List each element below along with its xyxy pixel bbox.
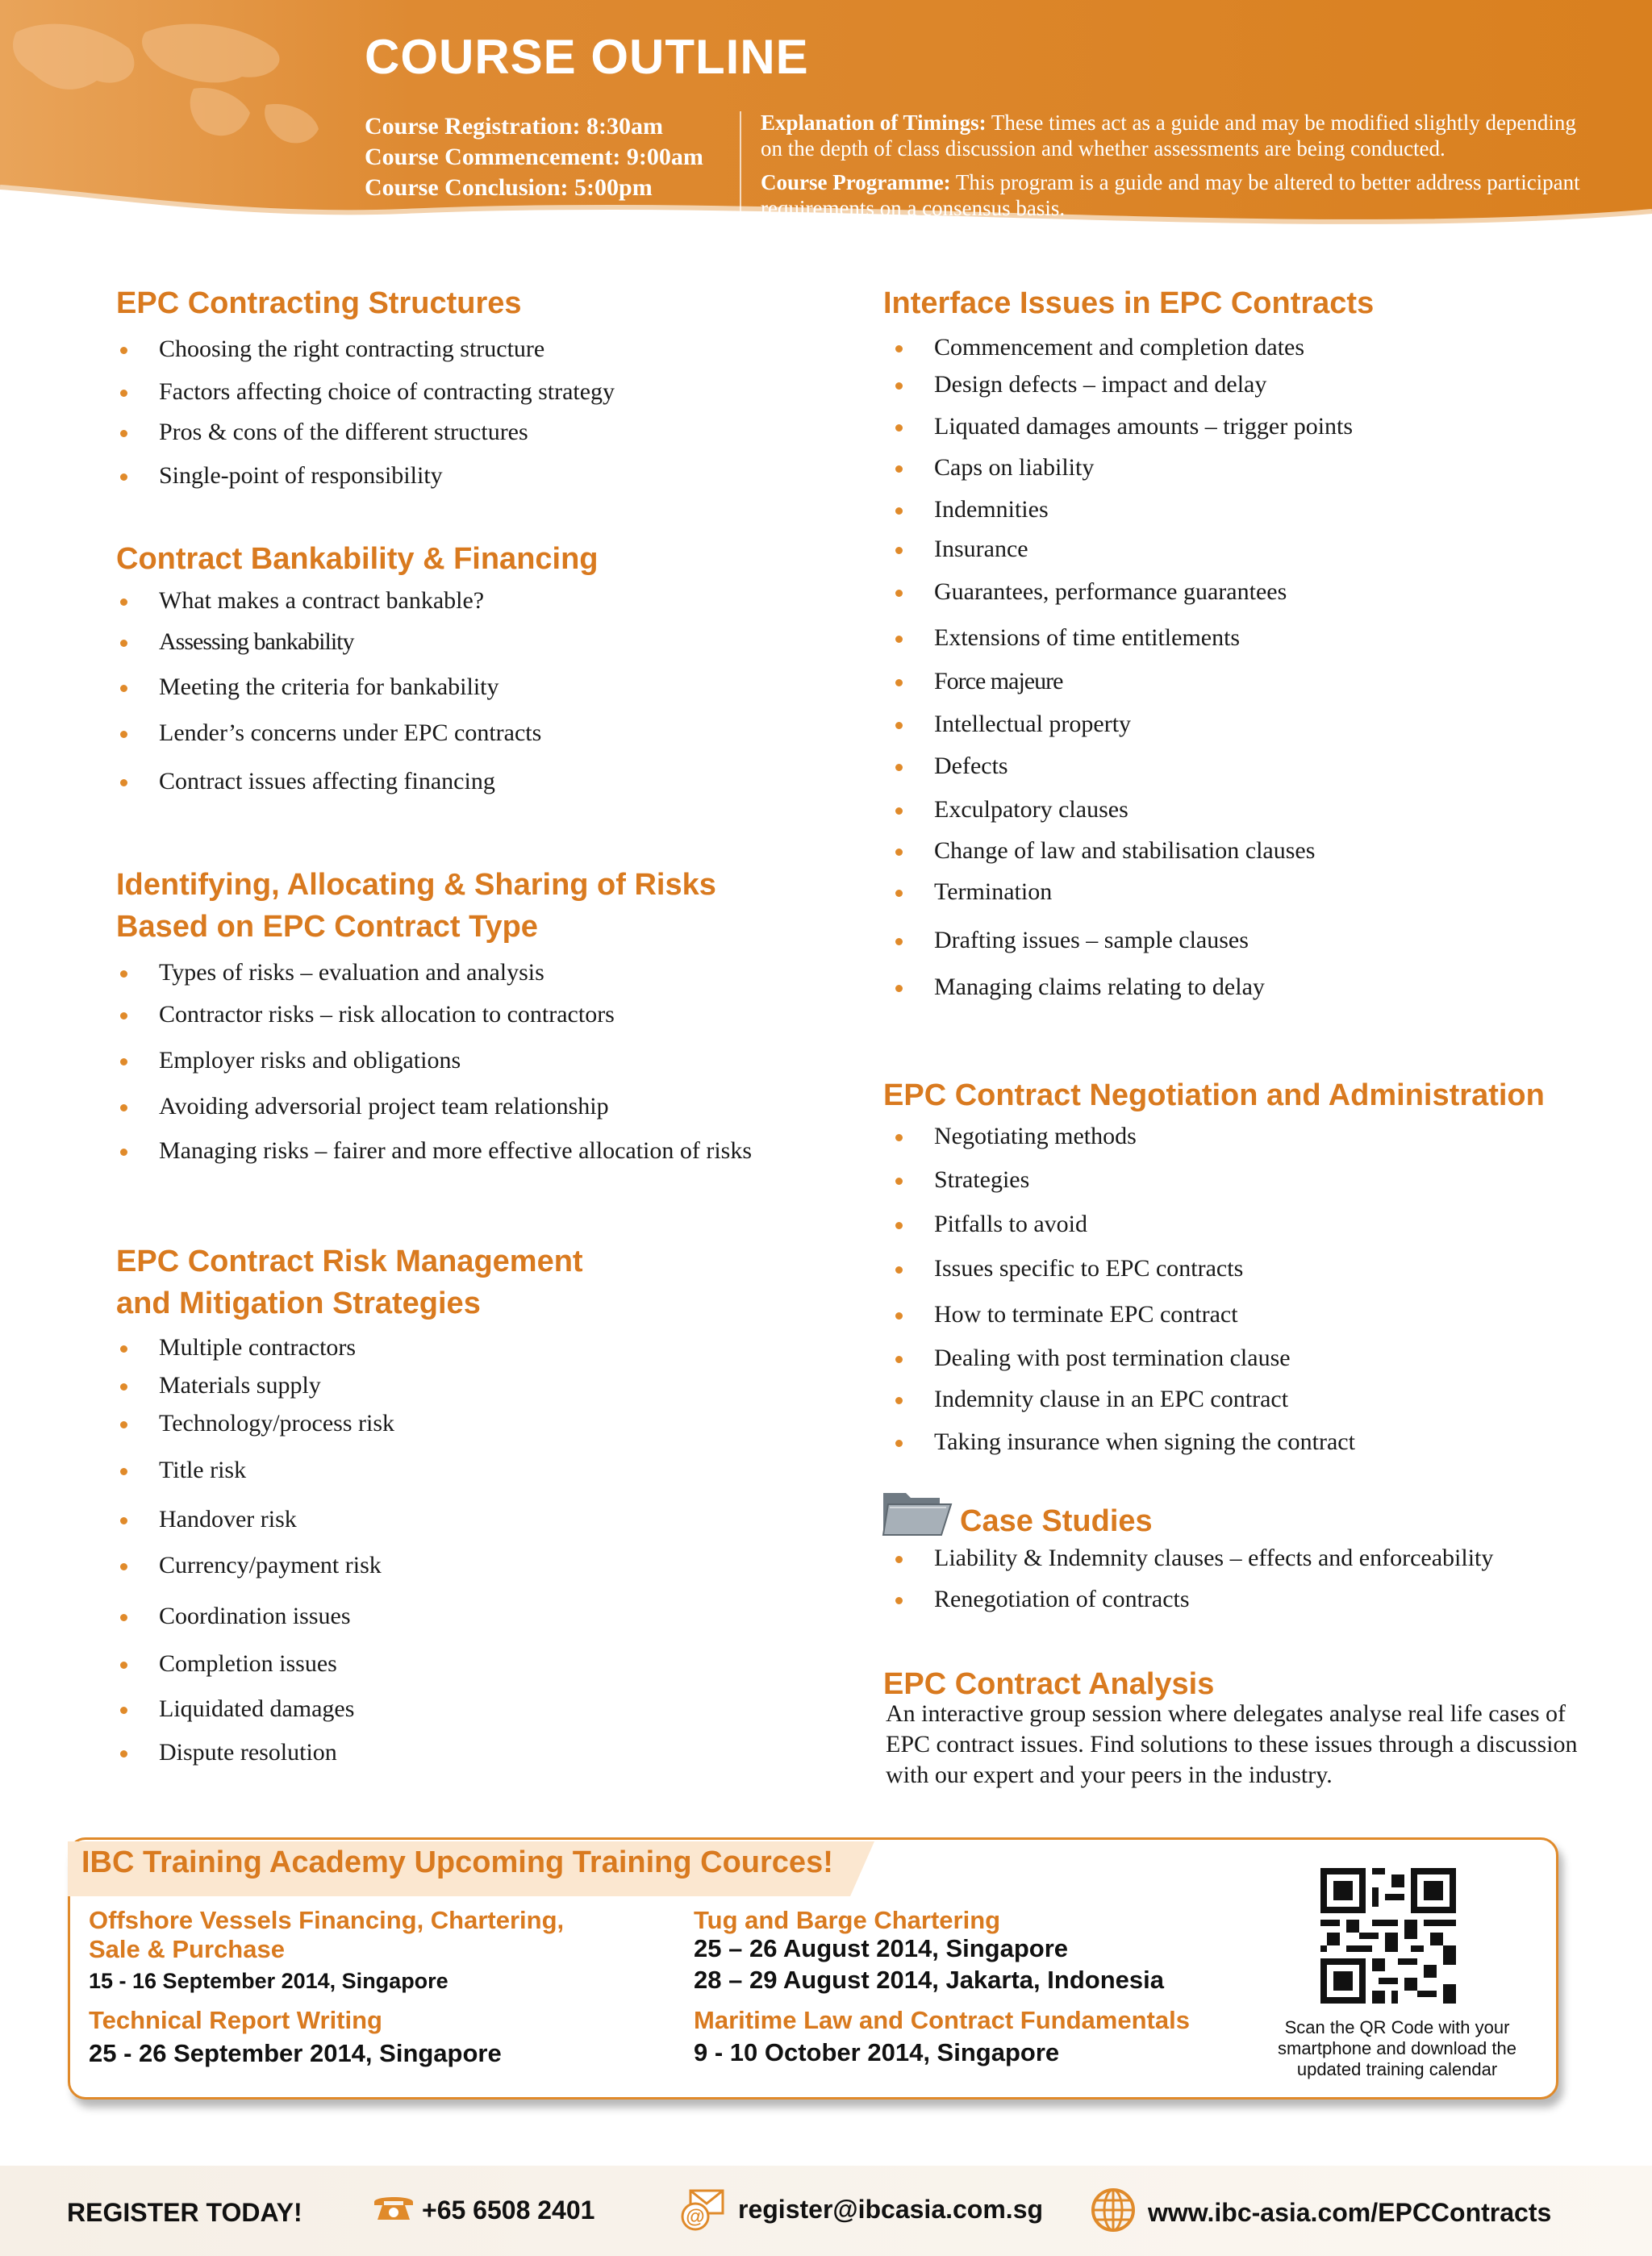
- conclusion-time: Course Conclusion: 5:00pm: [365, 174, 653, 201]
- section-title-risks-line1: Identifying, Allocating & Sharing of Risks: [116, 868, 716, 902]
- list-item: Title risk: [159, 1457, 247, 1483]
- list-item: Liquidated damages: [159, 1695, 355, 1722]
- header-banner: [0, 0, 1652, 242]
- svg-text:@: @: [686, 2206, 705, 2228]
- list-item: Defects: [934, 753, 1008, 779]
- list-item: Contract issues affecting financing: [159, 768, 495, 794]
- list-item: Exculpatory clauses: [934, 796, 1128, 823]
- explanation-text: These times act as a guide and may be modified slightly depending on the depth of class discussion and whether assessments are being conducted.: [761, 111, 1576, 161]
- list-item: Commencement and completion dates: [934, 334, 1305, 361]
- list-item: Materials supply: [159, 1372, 321, 1399]
- upcoming-courses-title: IBC Training Academy Upcoming Training Cources!: [81, 1845, 833, 1879]
- course-date: 25 - 26 September 2014, Singapore: [89, 2039, 502, 2067]
- list-item: Multiple contractors: [159, 1334, 357, 1361]
- list-item: Lender’s concerns under EPC contracts: [159, 719, 542, 746]
- list-item: Choosing the right contracting structure: [159, 336, 545, 362]
- list-item: Termination: [934, 878, 1053, 905]
- list-item: Currency/payment risk: [159, 1552, 382, 1578]
- qr-caption: Scan the QR Code with your smartphone and download the updated training calendar: [1278, 2017, 1516, 2079]
- list-item: Coordination issues: [159, 1603, 351, 1629]
- section-title-case-studies: Case Studies: [960, 1504, 1153, 1538]
- list-item: Pros & cons of the different structures: [159, 419, 528, 445]
- list-item: Employer risks and obligations: [159, 1047, 461, 1074]
- folder-icon: [882, 1487, 953, 1537]
- section-title-bankability: Contract Bankability & Financing: [116, 542, 599, 576]
- explanation-note: [761, 110, 1592, 161]
- list-item: Indemnity clause in an EPC contract: [934, 1386, 1289, 1412]
- section-title-contracting-structures: EPC Contracting Structures: [116, 286, 522, 320]
- header-divider: [740, 111, 741, 224]
- page-title: COURSE OUTLINE: [365, 30, 809, 84]
- course-date: 15 - 16 September 2014, Singapore: [89, 1969, 448, 1993]
- timing-notes: [761, 110, 1592, 229]
- list-item: Meeting the criteria for bankability: [159, 673, 499, 700]
- list-item: Strategies: [934, 1166, 1030, 1193]
- course-title-tug-and-barge[interactable]: Tug and Barge Chartering: [694, 1906, 1001, 1934]
- section-title-risks-line2: Based on EPC Contract Type: [116, 910, 538, 944]
- course-title-offshore-vessels-line2[interactable]: Sale & Purchase: [89, 1935, 285, 1963]
- registration-time: Course Registration: 8:30am: [365, 113, 663, 140]
- list-item: Managing risks – fairer and more effective allocation of risks: [159, 1137, 753, 1164]
- list-item: Factors affecting choice of contracting strategy: [159, 378, 615, 405]
- section-title-risk-management-line2: and Mitigation Strategies: [116, 1286, 481, 1320]
- list-item: Contractor risks – risk allocation to contractors: [159, 1001, 615, 1028]
- email-address[interactable]: register@ibcasia.com.sg: [738, 2195, 1044, 2224]
- course-title-maritime-law[interactable]: Maritime Law and Contract Fundamentals: [694, 2006, 1190, 2034]
- list-item: Caps on liability: [934, 454, 1095, 481]
- list-item: Dispute resolution: [159, 1739, 337, 1766]
- list-item: Handover risk: [159, 1506, 297, 1532]
- list-item: Pitfalls to avoid: [934, 1211, 1087, 1237]
- list-item: How to terminate EPC contract: [934, 1301, 1238, 1328]
- course-timings: [365, 111, 703, 203]
- course-date: 25 – 26 August 2014, Singapore: [694, 1934, 1069, 1962]
- list-item: Renegotiation of contracts: [934, 1586, 1190, 1612]
- qr-code[interactable]: [1320, 1868, 1456, 2004]
- list-item: Design defects – impact and delay: [934, 371, 1267, 398]
- list-item: Single-point of responsibility: [159, 462, 443, 489]
- list-item: Managing claims relating to delay: [934, 974, 1265, 1000]
- list-item: Liability & Indemnity clauses – effects and enforceability: [934, 1545, 1494, 1571]
- programme-label: Course Programme:: [761, 170, 951, 194]
- course-date: 28 – 29 August 2014, Jakarta, Indonesia: [694, 1966, 1164, 1994]
- list-item: Drafting issues – sample clauses: [934, 927, 1249, 953]
- list-item: Completion issues: [159, 1650, 337, 1677]
- contract-analysis-text: An interactive group session where delegates analyse real life cases of EPC contract issues. Find solutions to these issues through a discussion with our expert and your peers in the industry.: [886, 1700, 1578, 1788]
- programme-text: This program is a guide and may be altered to better address participant requirements on a consensus basis.: [761, 170, 1580, 220]
- list-item: Liquated damages amounts – trigger points: [934, 413, 1354, 440]
- course-date: 9 - 10 October 2014, Singapore: [694, 2038, 1060, 2066]
- list-item: Force majeure: [934, 668, 1063, 694]
- list-item: Issues specific to EPC contracts: [934, 1255, 1244, 1282]
- list-item: Avoiding adversorial project team relationship: [159, 1093, 609, 1120]
- explanation-label: Explanation of Timings:: [761, 111, 987, 135]
- list-item: Insurance: [934, 536, 1028, 562]
- list-item: Types of risks – evaluation and analysis: [159, 959, 544, 986]
- section-title-interface-issues: Interface Issues in EPC Contracts: [883, 286, 1375, 320]
- commencement-time: Course Commencement: 9:00am: [365, 144, 703, 170]
- section-title-negotiation: EPC Contract Negotiation and Administration: [883, 1078, 1545, 1112]
- website-link[interactable]: www.ibc-asia.com/EPCContracts: [1148, 2198, 1552, 2227]
- list-item: What makes a contract bankable?: [159, 587, 485, 614]
- phone-number[interactable]: +65 6508 2401: [422, 2196, 595, 2225]
- list-item: Negotiating methods: [934, 1123, 1137, 1149]
- section-title-risk-management-line1: EPC Contract Risk Management: [116, 1245, 583, 1278]
- register-today: REGISTER TODAY!: [67, 2198, 302, 2227]
- list-item: Assessing bankability: [159, 628, 354, 655]
- phone-icon: [371, 2192, 416, 2223]
- programme-note: [761, 169, 1592, 221]
- list-item: Guarantees, performance guarantees: [934, 578, 1287, 605]
- list-item: Taking insurance when signing the contract: [934, 1428, 1355, 1455]
- list-item: Dealing with post termination clause: [934, 1345, 1291, 1371]
- list-item: Extensions of time entitlements: [934, 624, 1241, 651]
- list-item: Change of law and stabilisation clauses: [934, 837, 1316, 864]
- email-icon: [679, 2186, 726, 2233]
- list-item: Technology/process risk: [159, 1410, 395, 1437]
- section-title-contract-analysis: EPC Contract Analysis: [883, 1667, 1215, 1701]
- course-title-offshore-vessels-line1[interactable]: Offshore Vessels Financing, Chartering,: [89, 1906, 565, 1934]
- list-item: Indemnities: [934, 496, 1049, 523]
- list-item: Intellectual property: [934, 711, 1132, 737]
- course-title-technical-report-writing[interactable]: Technical Report Writing: [89, 2006, 382, 2034]
- globe-icon: [1091, 2187, 1136, 2233]
